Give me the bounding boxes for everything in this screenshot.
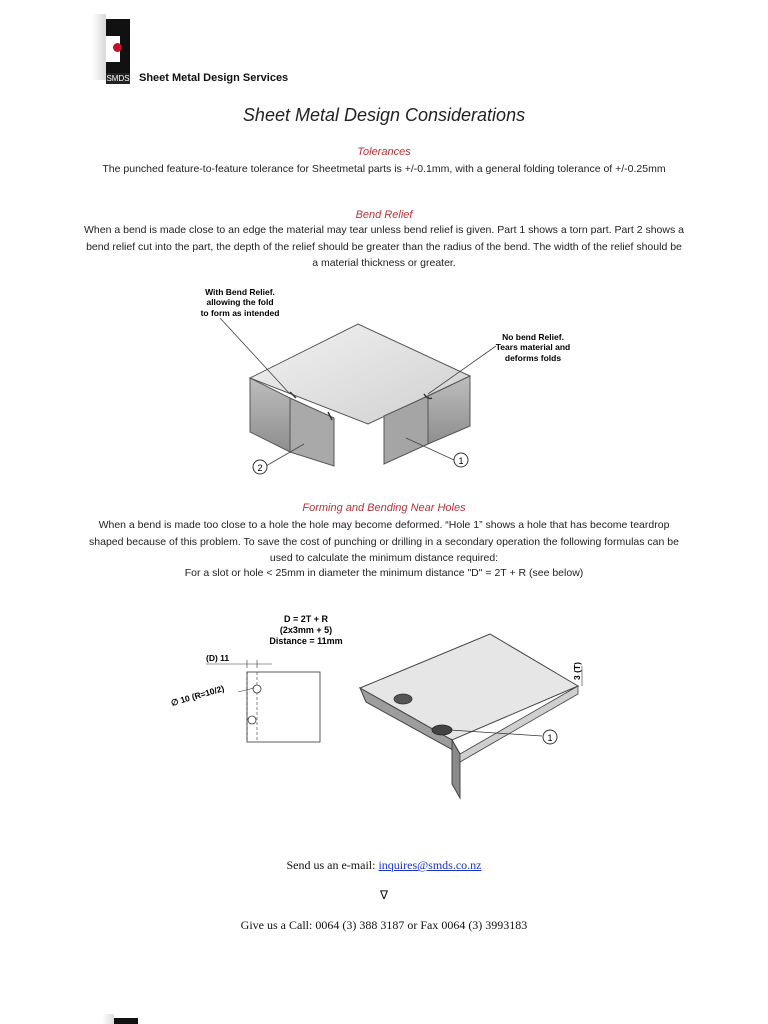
formula-line2: (2x3mm + 5) bbox=[279, 625, 333, 635]
logo-text: SMDS bbox=[106, 74, 130, 83]
heading-bend-relief: Bend Relief bbox=[355, 209, 413, 221]
bracket-top bbox=[360, 634, 578, 740]
dim-d-label: (D) 11 bbox=[206, 653, 230, 663]
label-relief-line3: to form as intended bbox=[200, 308, 280, 318]
email-prefix: Send us an e-mail: bbox=[286, 858, 379, 872]
label-norelief-line2: Tears material and bbox=[495, 342, 571, 352]
flat-hole-lower bbox=[248, 716, 256, 724]
paragraph-bend-relief: When a bend is made close to an edge the material may tear unless bend relief is given. Part 1 shows a torn part. Part 2 shows a bend relief cut into the part, the depth of the relief should be greater than the radius of the bend. The width of the relief should be a material thickness or greater. bbox=[84, 224, 684, 269]
bracket-teardrop-hole bbox=[432, 725, 452, 735]
label-norelief-line3: deforms folds bbox=[504, 353, 562, 363]
bend-relief-figure bbox=[178, 276, 592, 488]
bracket-hole bbox=[394, 694, 412, 704]
formula-line3: Distance = 11mm bbox=[269, 636, 343, 646]
paragraph-formula: For a slot or hole < 25mm in diameter the minimum distance "D" = 2T + R (see below) bbox=[184, 567, 584, 579]
dim-t-label: 3 (T) bbox=[572, 662, 582, 680]
label-relief-line1: With Bend Relief. bbox=[205, 287, 275, 297]
company-logo bbox=[92, 14, 302, 84]
heading-holes: Forming and Bending Near Holes bbox=[302, 502, 466, 514]
logo-red-dot bbox=[113, 43, 122, 52]
flat-pattern bbox=[247, 672, 320, 742]
hole-callout-text: 1 bbox=[547, 733, 553, 743]
hole-distance-figure bbox=[160, 604, 600, 804]
company-name: Sheet Metal Design Services bbox=[139, 72, 289, 84]
formula-line1: D = 2T + R bbox=[283, 614, 329, 624]
label-norelief-line1: No bend Relief. bbox=[502, 332, 564, 342]
callout-2-text: 2 bbox=[257, 463, 263, 473]
callout-1-text: 1 bbox=[458, 456, 464, 466]
page-title: Sheet Metal Design Considerations bbox=[242, 105, 526, 125]
dim-diameter-label: ∅ 10 (R=10/2) bbox=[169, 683, 226, 708]
logo-gradient-bar bbox=[92, 14, 106, 80]
label-relief-line2: allowing the fold bbox=[206, 297, 274, 307]
separator-glyph: ∇ bbox=[379, 888, 389, 902]
flat-hole-upper bbox=[253, 685, 261, 693]
paragraph-holes: When a bend is made too close to a hole the hole may become deformed. “Hole 1” shows a hole that has become teardrop shaped because of this problem. To save the cost of punching or drilling in a secondary operation the following formulas can be used to calculate the minimum distance required: bbox=[89, 519, 679, 564]
bracket-flange bbox=[452, 740, 460, 798]
bottom-logo-mark bbox=[102, 1014, 138, 1024]
paragraph-tolerances: The punched feature-to-feature tolerance for Sheetmetal parts is +/-0.1mm, with a general folding tolerance of +/-0.25mm bbox=[102, 163, 666, 175]
heading-tolerances: Tolerances bbox=[357, 146, 411, 158]
email-line bbox=[0, 858, 768, 873]
phone-line: Give us a Call: 0064 (3) 388 3187 or Fax 0064 (3) 3993183 bbox=[240, 918, 528, 932]
email-link[interactable]: inquires@smds.co.nz bbox=[378, 858, 482, 872]
